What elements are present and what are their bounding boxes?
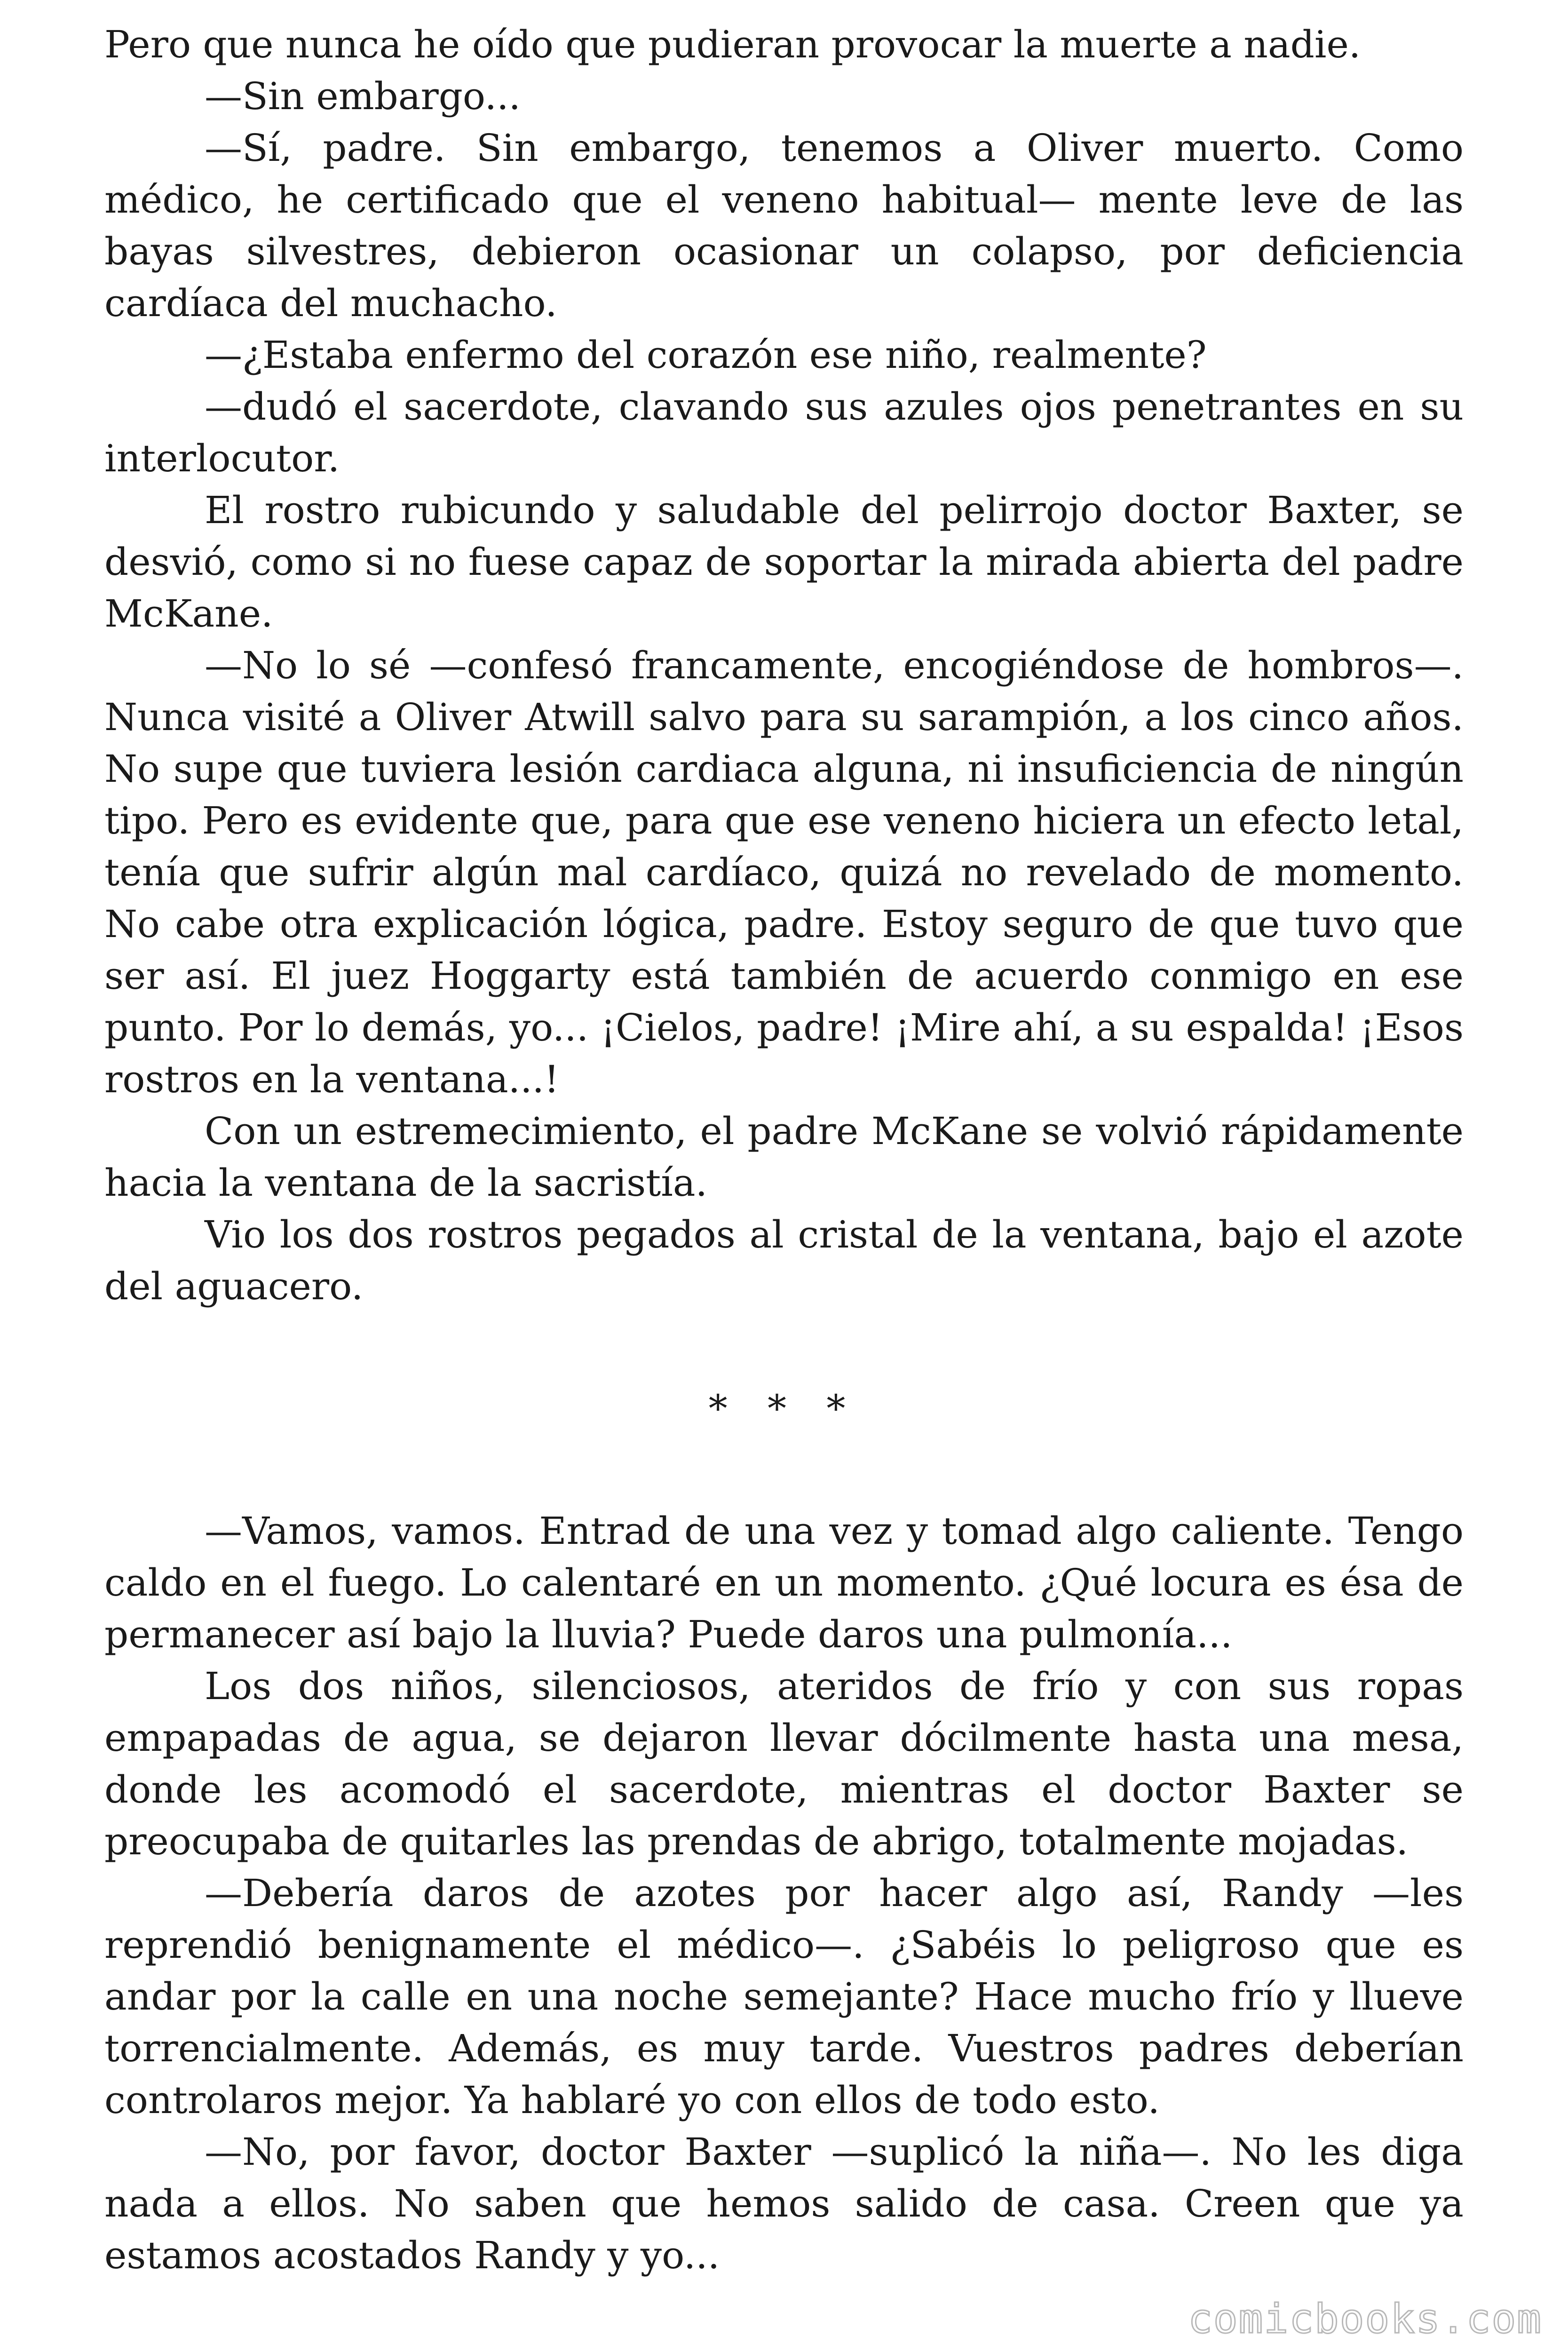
paragraph: Pero que nunca he oído que pudieran provocar la muerte a nadie. — [104, 23, 1361, 66]
paragraph: —dudó el sacerdote, clavando sus azules ojos penetrantes en su interlocutor. — [104, 385, 1464, 480]
section-separator: * * * — [708, 1387, 860, 1430]
paragraph: —Debería daros de azotes por hacer algo así, Randy —les reprendió benignamente el médico—. ¿Sabéis lo peligroso que es andar por la calle en una noche semejante? Hace mucho frío y llueve torrencialmente. Además, es muy tarde. Vuestros padres deberían controlaros mejor. Ya hablaré yo con ellos de todo esto. — [104, 1871, 1464, 2122]
paragraph: —¿Estaba enfermo del corazón ese niño, realmente? — [205, 333, 1207, 377]
paragraph: —Sí, padre. Sin embargo, tenemos a Oliver muerto. Como médico, he certificado que el veneno habitual— mente leve de las bayas silvestres, debieron ocasionar un colapso, por deficiencia cardíaca del muchacho. — [104, 126, 1464, 325]
paragraph: Los dos niños, silenciosos, ateridos de frío y con sus ropas empapadas de agua, se dejaron llevar dócilmente hasta una mesa, donde les acomodó el sacerdote, mientras el doctor Baxter se preocupaba de quitarles las prendas de abrigo, totalmente mojadas. — [104, 1664, 1464, 1863]
paragraph: El rostro rubicundo y saludable del pelirrojo doctor Baxter, se desvió, como si no fuese capaz de soportar la mirada abierta del padre McKane. — [104, 488, 1464, 636]
paragraph: Vio los dos rostros pegados al cristal de la ventana, bajo el azote del aguacero. — [104, 1213, 1464, 1308]
paragraph: Con un estremecimiento, el padre McKane se volvió rápidamente hacia la ventana de la sacristía. — [104, 1109, 1464, 1205]
paragraph: —Sin embargo... — [205, 74, 521, 118]
paragraph: —No lo sé —confesó francamente, encogiéndose de hombros—. Nunca visité a Oliver Atwill salvo para su sarampión, a los cinco años. No supe que tuviera lesión cardiaca alguna, ni insuficiencia de ningún tipo. Pero es evidente que, para que ese veneno hiciera un efecto letal, tenía que sufrir algún mal cardíaco, quizá no revelado de momento. No cabe otra explicación lógica, padre. Estoy seguro de que tuvo que ser así. El juez Hoggarty está también de acuerdo conmigo en ese punto. Por lo demás, yo... ¡Cielos, padre! ¡Mire ahí, a su espalda! ¡Esos rostros en la ventana...! — [104, 644, 1464, 1101]
paragraph: —Vamos, vamos. Entrad de una vez y tomad algo caliente. Tengo caldo en el fuego. Lo calentaré en un momento. ¿Qué locura es ésa de permanecer así bajo la lluvia? Puede daros una pulmonía... — [104, 1509, 1464, 1656]
watermark: comicbooks.com — [1188, 2296, 1542, 2343]
page-text — [104, 19, 1464, 2281]
paragraph: —No, por favor, doctor Baxter —suplicó la niña—. No les diga nada a ellos. No saben que hemos salido de casa. Creen que ya estamos acostados Randy y yo... — [104, 2130, 1464, 2277]
